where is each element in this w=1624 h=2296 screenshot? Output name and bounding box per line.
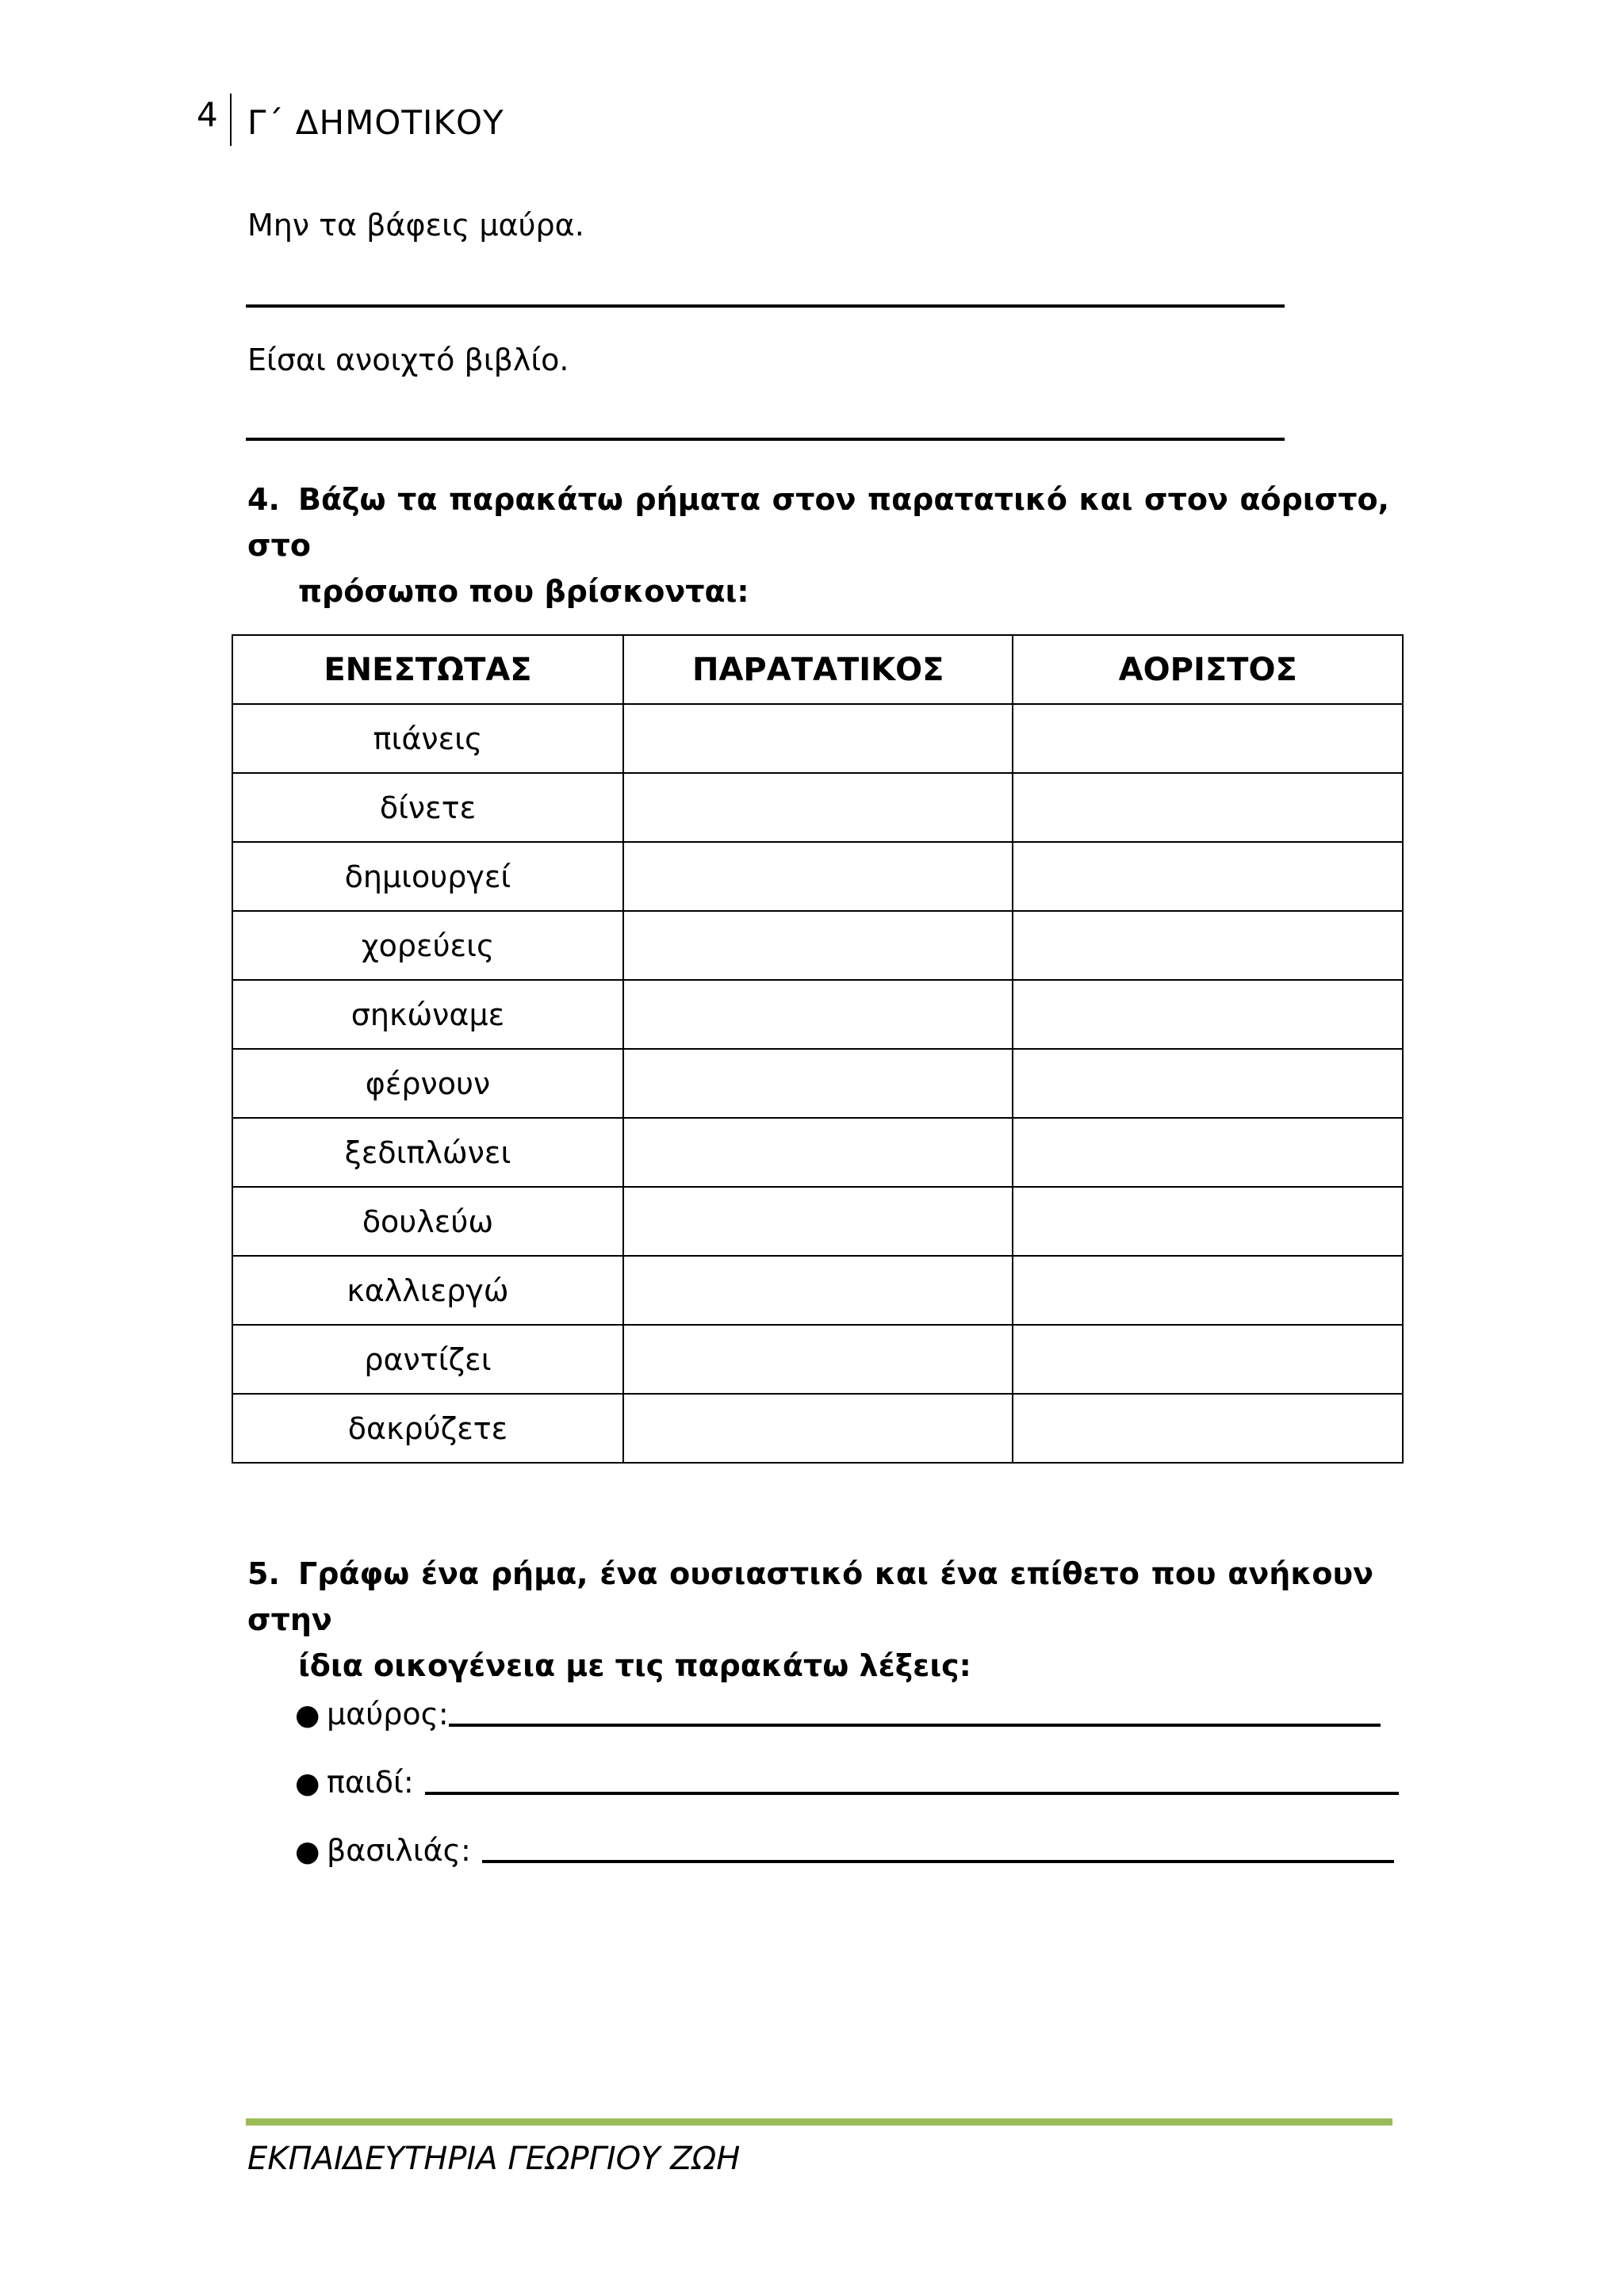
list-item-mavros xyxy=(295,1697,1381,1732)
aoristos-answer-cell[interactable] xyxy=(1013,1394,1403,1463)
exercise-4-instruction xyxy=(247,476,1389,614)
page-number: 4 xyxy=(197,95,218,134)
aoristos-answer-cell[interactable] xyxy=(1013,911,1403,980)
answer-line-mavros[interactable] xyxy=(449,1724,1381,1727)
table-row xyxy=(232,1256,1403,1325)
column-header-paratatikos: ΠΑΡΑΤΑΤΙΚΟΣ xyxy=(623,635,1013,704)
exercise-5-number: 5. xyxy=(247,1556,280,1591)
table-row xyxy=(232,911,1403,980)
sentence-1: Μην τα βάφεις μαύρα. xyxy=(247,208,584,243)
verb-cell: δίνετε xyxy=(232,773,623,842)
verb-cell: πιάνεις xyxy=(232,704,623,773)
verb-cell: καλλιεργώ xyxy=(232,1256,623,1325)
aoristos-answer-cell[interactable] xyxy=(1013,1187,1403,1256)
bullet-icon: ● xyxy=(295,1835,320,1868)
verb-cell: φέρνουν xyxy=(232,1049,623,1118)
table-row xyxy=(232,1049,1403,1118)
aoristos-answer-cell[interactable] xyxy=(1013,1325,1403,1394)
verb-cell: σηκώναμε xyxy=(232,980,623,1049)
verb-cell: δακρύζετε xyxy=(232,1394,623,1463)
verb-cell: χορεύεις xyxy=(232,911,623,980)
footer-rule xyxy=(246,2118,1392,2126)
sentence-2: Είσαι ανοιχτό βιβλίο. xyxy=(247,342,569,377)
aoristos-answer-cell[interactable] xyxy=(1013,842,1403,911)
exercise-4-text-line1: Βάζω τα παρακάτω ρήματα στον παρατατικό και στον αόριστο, στο xyxy=(247,482,1389,563)
column-header-enestotas: ΕΝΕΣΤΩΤΑΣ xyxy=(232,635,623,704)
bullet-icon: ● xyxy=(295,1767,320,1800)
table-row xyxy=(232,1187,1403,1256)
table-row xyxy=(232,1118,1403,1187)
exercise-5-text-line1: Γράφω ένα ρήμα, ένα ουσιαστικό και ένα επίθετο που ανήκουν στην xyxy=(247,1556,1373,1637)
paratatikos-answer-cell[interactable] xyxy=(623,773,1013,842)
exercise-4-text-line2: πρόσωπο που βρίσκονται: xyxy=(298,574,749,609)
exercise-5-text-line2: ίδια οικογένεια με τις παρακάτω λέξεις: xyxy=(298,1648,971,1683)
paratatikos-answer-cell[interactable] xyxy=(623,704,1013,773)
paratatikos-answer-cell[interactable] xyxy=(623,1256,1013,1325)
paratatikos-answer-cell[interactable] xyxy=(623,1325,1013,1394)
aoristos-answer-cell[interactable] xyxy=(1013,980,1403,1049)
list-item-label: βασιλιάς: xyxy=(327,1833,471,1868)
column-header-aoristos: ΑΟΡΙΣΤΟΣ xyxy=(1013,635,1403,704)
answer-line-vasilias[interactable] xyxy=(482,1860,1394,1863)
paratatikos-answer-cell[interactable] xyxy=(623,911,1013,980)
answer-line-1[interactable] xyxy=(246,304,1285,308)
paratatikos-answer-cell[interactable] xyxy=(623,1118,1013,1187)
paratatikos-answer-cell[interactable] xyxy=(623,842,1013,911)
verb-cell: ξεδιπλώνει xyxy=(232,1118,623,1187)
paratatikos-answer-cell[interactable] xyxy=(623,1049,1013,1118)
verb-cell: ραντίζει xyxy=(232,1325,623,1394)
header-divider xyxy=(230,94,232,146)
footer-text: ΕΚΠΑΙΔΕΥΤΗΡΙΑ ΓΕΩΡΓΙΟΥ ΖΩΗ xyxy=(247,2141,741,2177)
list-item-label: μαύρος: xyxy=(327,1697,449,1732)
exercise-5-instruction xyxy=(247,1551,1373,1689)
table-row xyxy=(232,842,1403,911)
list-item-paidi xyxy=(295,1765,1399,1800)
table-header-row xyxy=(232,635,1403,704)
answer-line-2[interactable] xyxy=(246,438,1285,441)
table-row xyxy=(232,704,1403,773)
aoristos-answer-cell[interactable] xyxy=(1013,1118,1403,1187)
verb-table xyxy=(232,634,1404,1464)
table-row xyxy=(232,773,1403,842)
paratatikos-answer-cell[interactable] xyxy=(623,1394,1013,1463)
verb-cell: δουλεύω xyxy=(232,1187,623,1256)
table-row xyxy=(232,1325,1403,1394)
answer-line-paidi[interactable] xyxy=(425,1792,1399,1795)
verb-cell: δημιουργεί xyxy=(232,842,623,911)
list-item-vasilias xyxy=(295,1833,1394,1868)
exercise-4-number: 4. xyxy=(247,482,280,517)
aoristos-answer-cell[interactable] xyxy=(1013,704,1403,773)
paratatikos-answer-cell[interactable] xyxy=(623,980,1013,1049)
bullet-icon: ● xyxy=(295,1699,320,1732)
aoristos-answer-cell[interactable] xyxy=(1013,773,1403,842)
list-item-label: παιδί: xyxy=(327,1765,414,1800)
header-title: Γ΄ ΔΗΜΟΤΙΚΟΥ xyxy=(247,103,504,142)
aoristos-answer-cell[interactable] xyxy=(1013,1256,1403,1325)
paratatikos-answer-cell[interactable] xyxy=(623,1187,1013,1256)
aoristos-answer-cell[interactable] xyxy=(1013,1049,1403,1118)
table-row xyxy=(232,980,1403,1049)
table-row xyxy=(232,1394,1403,1463)
